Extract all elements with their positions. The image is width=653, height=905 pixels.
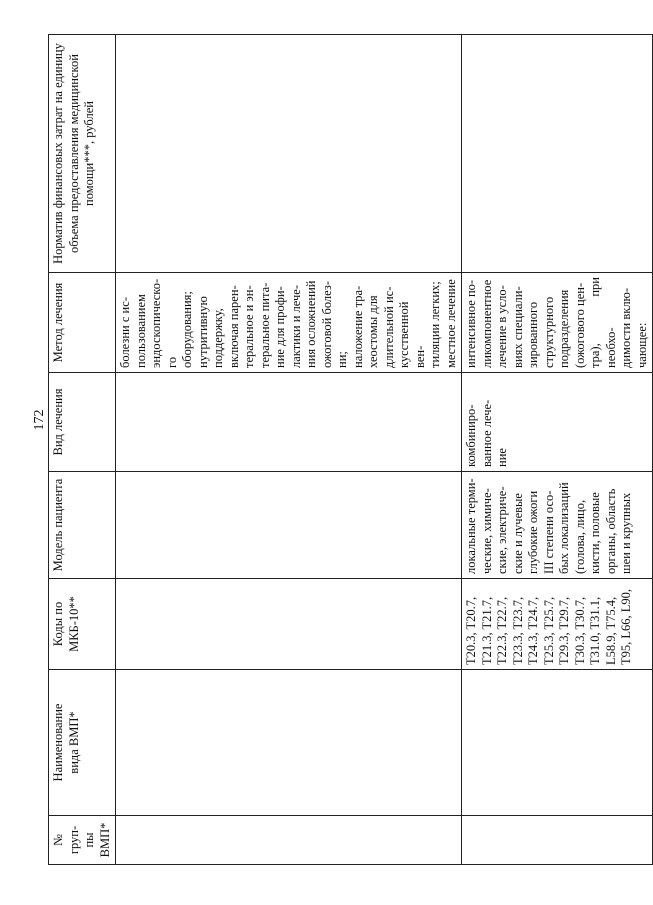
cell-empty (462, 816, 653, 865)
cell-empty (116, 579, 462, 670)
cell-treatment-method: интенсивное по- ликомпонентное лечение в усло- виях специали- зированного структурного подразделения (ожогового цен- тра), при необхо- димости вклю- чающее: (462, 273, 653, 373)
header-financial-norm: Норматив финансовых затрат на единицу объема предоставления медицинской помощи***, рублей (49, 35, 116, 273)
header-treatment-method: Метод лечения (49, 273, 116, 373)
header-treatment-type: Вид лечения (49, 373, 116, 472)
cell-empty (116, 373, 462, 472)
cell-empty (116, 35, 462, 273)
cell-empty (116, 472, 462, 579)
page-number: 172 (32, 409, 47, 431)
cell-treatment-method: болезни с ис- пользованием эндоскопическо- го оборудования; нутритивную поддержку, включая парен- теральное и эн- теральное пита- ние для профи- лактики и лече- ния осложнений ожоговой болез- ни; наложение тра- хеостомы для длительной ис- кусственной вен- тиляции легких; местное лечение (116, 273, 462, 373)
rotated-page-content (48, 35, 649, 865)
cell-empty (462, 670, 653, 816)
medical-care-table (48, 34, 653, 865)
header-icd-codes: Коды по МКБ-10** (49, 579, 116, 670)
header-patient-model: Модель пациента (49, 472, 116, 579)
header-group-number: № груп- пы ВМП* (49, 816, 116, 865)
cell-empty (116, 816, 462, 865)
cell-empty (462, 35, 653, 273)
table-row (462, 35, 653, 865)
cell-icd-codes: T20.3, T20.7, T21.3, T21.7, T22.3, T22.7, T23.3, T23.7, T24.3, T24.7, T25.3, T25.7, T29.3, T29.7, T30.3, T30.7, T31.0, T31.1, L58.9, T75.4, T95, L66, L90, (462, 579, 653, 670)
header-vmp-name: Наименование вида ВМП* (49, 670, 116, 816)
cell-patient-model: локальные терми- ческие, химиче- ские, электриче- ские и лучевые глубокие ожоги III степени осо- бых локализаций (голова, лицо, кисти, половые органы, область шеи и крупных (462, 472, 653, 579)
cell-empty (116, 670, 462, 816)
cell-treatment-type: комбиниро- ванное лече- ние (462, 373, 653, 472)
table-header-row (49, 35, 116, 865)
table-row (116, 35, 462, 865)
